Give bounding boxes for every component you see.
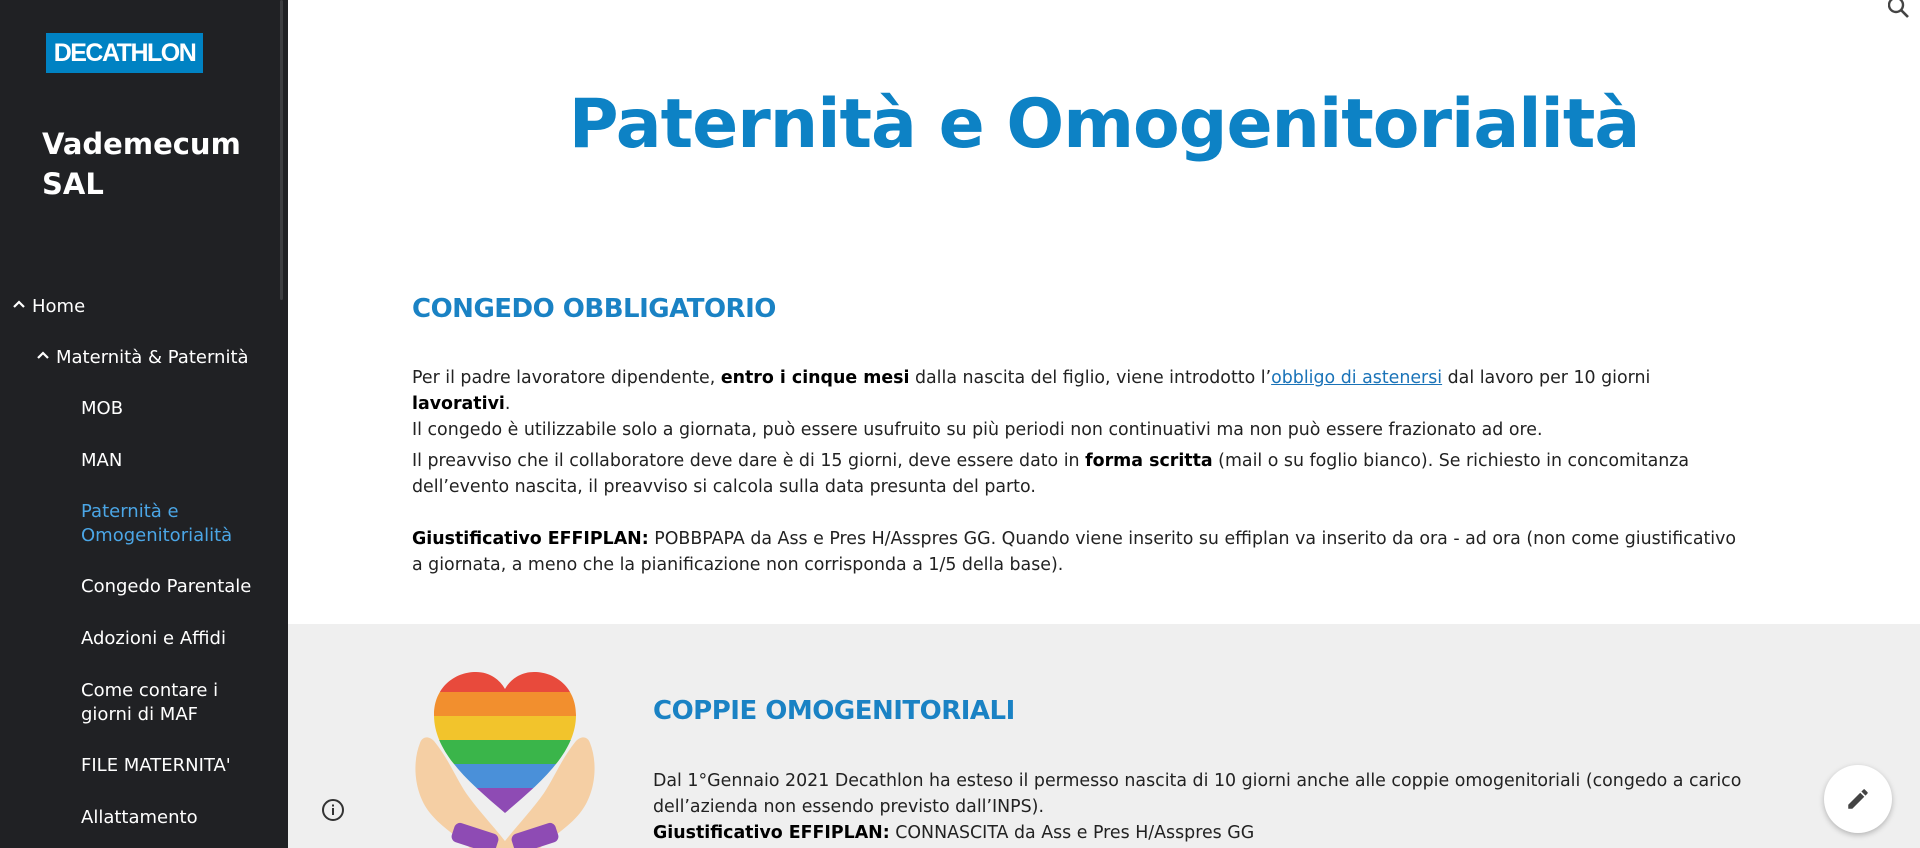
text: POBBPAPA da Ass e Pres H/Asspres GG. Quando viene inserito su effiplan va inserito da ora - ad ora (non come giustificativo a giornata, a meno che la pianificazione non corrisponda a 1/5 della base).: [412, 529, 1737, 575]
section-heading-coppie: COPPIE OMOGENITORIALI: [653, 696, 1015, 726]
pencil-icon: [1845, 786, 1871, 812]
search-button[interactable]: [1888, 0, 1920, 22]
page-title: Paternità e Omogenitorialità: [568, 85, 1640, 164]
rainbow-heart-hands-image: [400, 653, 610, 848]
section-heading-congedo: CONGEDO OBBLIGATORIO: [412, 294, 776, 324]
paragraph-giustificativo: [412, 526, 1752, 578]
sidebar-item-congedo-parentale[interactable]: Congedo Parentale: [81, 576, 252, 597]
text: dalla nascita del figlio, viene introdotto l’: [909, 368, 1272, 388]
sidebar-item-man[interactable]: MAN: [81, 450, 123, 471]
sidebar-item-adozioni-affidi[interactable]: Adozioni e Affidi: [81, 628, 226, 649]
text: dal lavoro per 10 giorni: [1442, 368, 1651, 388]
sidebar-item-label: Home: [32, 296, 86, 317]
obbligo-astenersi-link[interactable]: obbligo di astenersi: [1271, 368, 1443, 388]
sidebar-item-mob[interactable]: MOB: [81, 398, 124, 419]
sidebar-item-file-maternita[interactable]: FILE MATERNITA': [81, 755, 231, 776]
paragraph-congedo-intro: [412, 365, 1752, 443]
sidebar-item-label: Maternità & Paternità: [56, 347, 249, 368]
chevron-up-icon[interactable]: [34, 347, 52, 365]
edit-button[interactable]: [1824, 765, 1892, 833]
text: Dal 1°Gennaio 2021 Decathlon ha esteso il permesso nascita di 10 giorni anche alle coppie omogenitoriali (congedo a carico dell’azienda non essendo previsto dall’INPS).: [653, 771, 1742, 817]
decathlon-logo[interactable]: [46, 33, 203, 73]
chevron-up-icon[interactable]: [10, 296, 28, 314]
text: .: [504, 394, 511, 414]
coppie-omogenitoriali-section: [288, 624, 1920, 848]
info-icon: [321, 798, 345, 822]
logo-text: DECATHLON: [53, 38, 196, 67]
bold-text: Giustificativo EFFIPLAN:: [653, 823, 890, 843]
text: (mail o su foglio bianco). Se richiesto in concomitanza dell’evento nascita, il preavviso si calcola sulla data presunta del parto.: [412, 451, 1690, 497]
sidebar-scrollbar[interactable]: [280, 0, 283, 300]
sidebar-item-paternita-omogenitorialita[interactable]: Paternità e Omogenitorialità: [81, 501, 233, 546]
text: Il congedo è utilizzabile solo a giornata, può essere usufruito su più periodi non continuativi ma non può essere frazionato ad ore.: [412, 420, 1543, 440]
text: CONNASCITA da Ass e Pres H/Asspres GG: [889, 823, 1255, 843]
site-title[interactable]: Vademecum SAL: [42, 127, 241, 201]
text: Il preavviso che il collaboratore deve dare è di 15 giorni, deve essere dato in: [412, 451, 1086, 471]
sidebar: [0, 0, 288, 848]
sidebar-item-contare-giorni-maf[interactable]: Come contare i giorni di MAF: [81, 680, 219, 725]
paragraph-preavviso: [412, 448, 1752, 500]
paragraph-coppie: [653, 768, 1783, 846]
text: Per il padre lavoratore dipendente,: [412, 368, 721, 388]
sidebar-item-maternita-paternita[interactable]: [34, 346, 249, 370]
bold-text: lavorativi: [412, 394, 505, 414]
sidebar-item-home[interactable]: [10, 295, 85, 319]
bold-text: entro i cinque mesi: [720, 368, 910, 388]
site-info-button[interactable]: [321, 798, 345, 822]
bold-text: forma scritta: [1085, 451, 1213, 471]
search-icon: [1888, 0, 1920, 22]
sidebar-item-allattamento[interactable]: Allattamento: [81, 807, 198, 828]
bold-text: Giustificativo EFFIPLAN:: [412, 529, 649, 549]
